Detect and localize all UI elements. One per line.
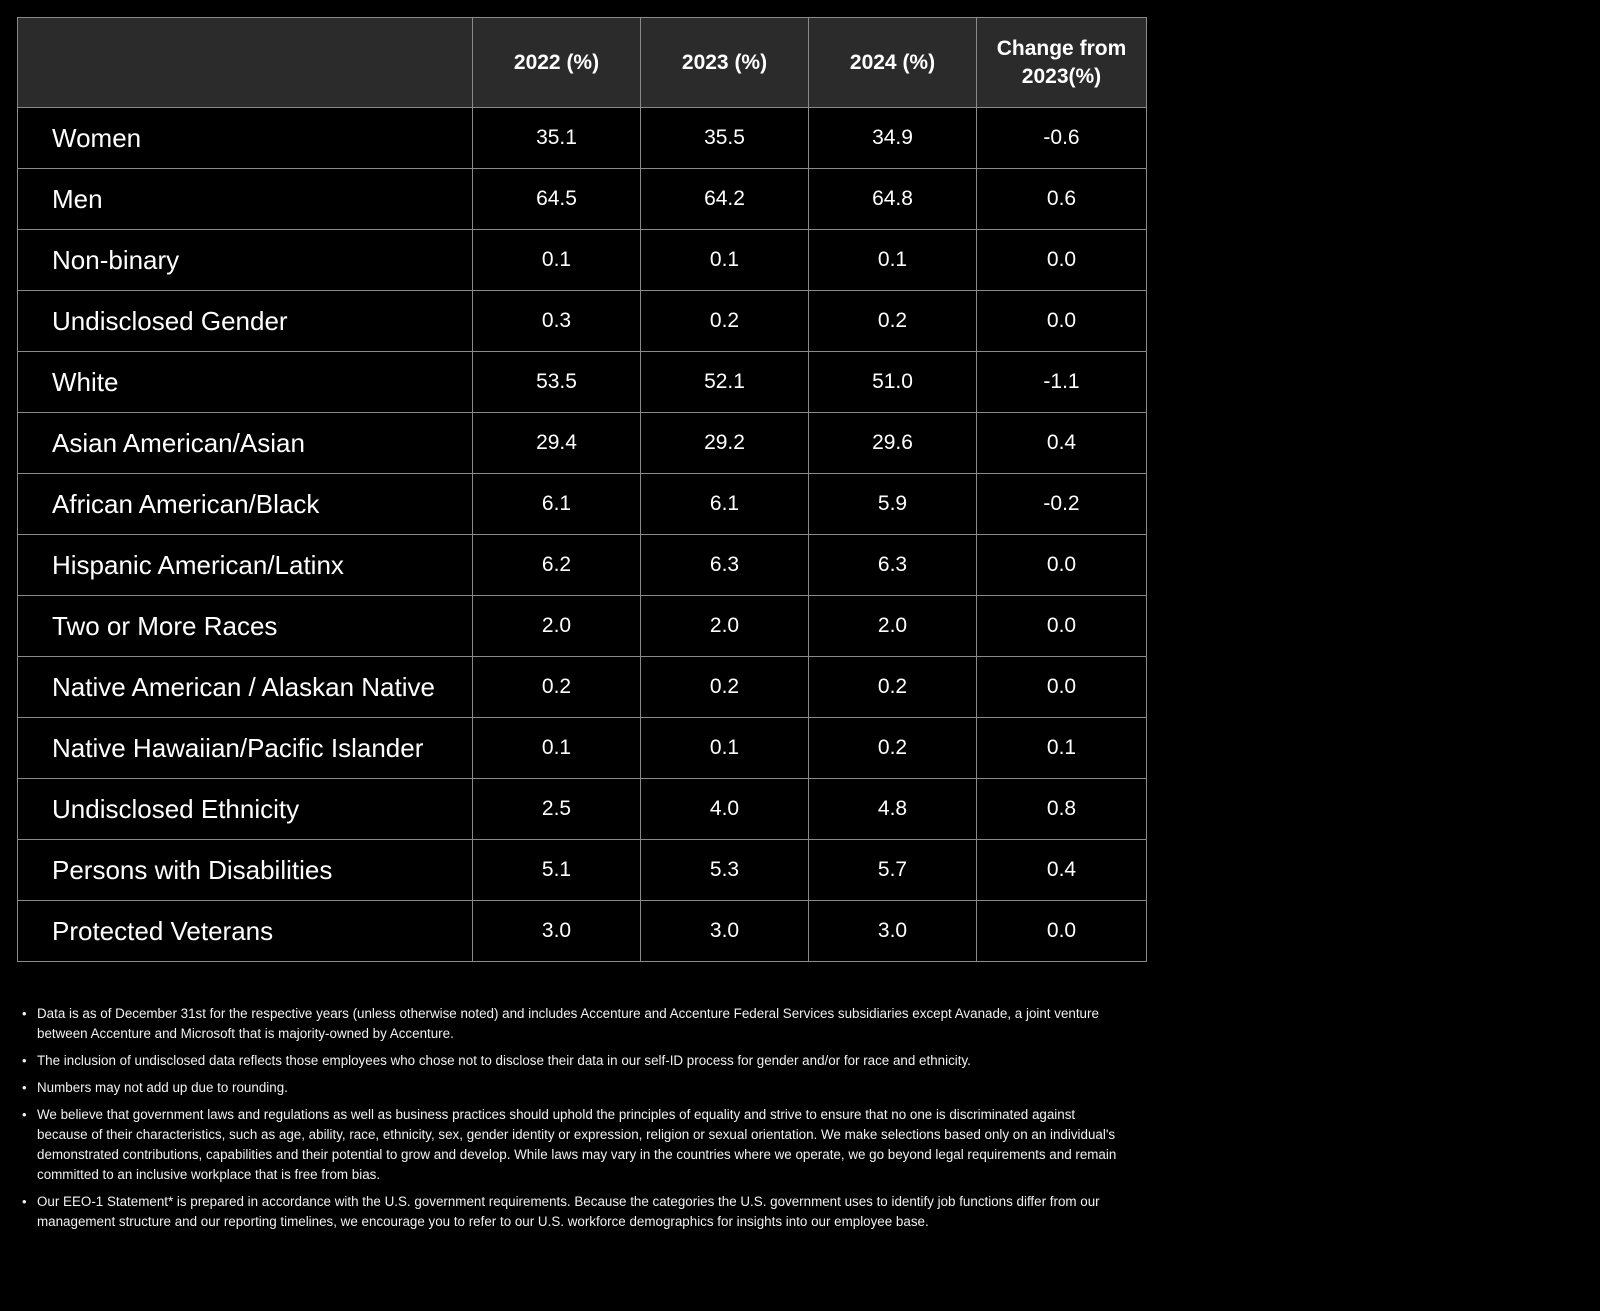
footnotes-list [20, 1004, 1120, 1239]
table-header [18, 18, 1147, 108]
cell-2022: 2.0 [473, 596, 641, 657]
cell-2022: 0.1 [473, 718, 641, 779]
header-cell-2023: 2023 (%) [641, 18, 809, 108]
table-row [18, 352, 1147, 413]
cell-change: 0.4 [977, 840, 1147, 901]
footnote-text: Data is as of December 31st for the respective years (unless otherwise noted) and includes Accenture and Accenture Federal Services subsidiaries except Avanade, a joint venture between Accenture and Microsoft that is majority-owned by Accenture. [37, 1006, 1099, 1041]
cell-change: 0.0 [977, 657, 1147, 718]
cell-2024: 6.3 [809, 535, 977, 596]
header-row [18, 18, 1147, 108]
cell-change: 0.0 [977, 901, 1147, 962]
footnote-item [20, 1051, 1120, 1071]
row-label: Hispanic American/Latinx [18, 535, 473, 596]
cell-2023: 64.2 [641, 169, 809, 230]
cell-2022: 6.1 [473, 474, 641, 535]
cell-2023: 29.2 [641, 413, 809, 474]
cell-2022: 6.2 [473, 535, 641, 596]
cell-change: -0.2 [977, 474, 1147, 535]
row-label: Protected Veterans [18, 901, 473, 962]
table-row [18, 901, 1147, 962]
cell-2022: 29.4 [473, 413, 641, 474]
cell-change: 0.0 [977, 596, 1147, 657]
cell-2023: 0.2 [641, 657, 809, 718]
cell-2022: 0.2 [473, 657, 641, 718]
cell-2024: 4.8 [809, 779, 977, 840]
table-row [18, 169, 1147, 230]
cell-2024: 0.1 [809, 230, 977, 291]
cell-change: -1.1 [977, 352, 1147, 413]
row-label: Persons with Disabilities [18, 840, 473, 901]
bullet-icon: • [22, 1080, 27, 1095]
row-label: Non-binary [18, 230, 473, 291]
demographics-table [17, 17, 1147, 962]
cell-2022: 5.1 [473, 840, 641, 901]
cell-change: 0.0 [977, 230, 1147, 291]
cell-2024: 64.8 [809, 169, 977, 230]
row-label: African American/Black [18, 474, 473, 535]
footnote-text: Numbers may not add up due to rounding. [37, 1080, 288, 1095]
table-row [18, 535, 1147, 596]
cell-change: 0.1 [977, 718, 1147, 779]
cell-2023: 0.1 [641, 230, 809, 291]
cell-2023: 3.0 [641, 901, 809, 962]
cell-2024: 3.0 [809, 901, 977, 962]
cell-2024: 34.9 [809, 108, 977, 169]
cell-2023: 6.1 [641, 474, 809, 535]
cell-2023: 0.1 [641, 718, 809, 779]
bullet-icon: • [22, 1107, 27, 1122]
cell-2023: 52.1 [641, 352, 809, 413]
cell-2023: 4.0 [641, 779, 809, 840]
cell-2023: 5.3 [641, 840, 809, 901]
footnote-text: The inclusion of undisclosed data reflects those employees who chose not to disclose their data in our self-ID process for gender and/or for race and ethnicity. [37, 1053, 971, 1068]
cell-2024: 5.7 [809, 840, 977, 901]
table-row [18, 657, 1147, 718]
cell-change: 0.6 [977, 169, 1147, 230]
footnote-text: We believe that government laws and regulations as well as business practices should uphold the principles of equality and strive to ensure that no one is discriminated against because of their characteristics, such as age, ability, race, ethnicity, sex, gender identity or expression, religion or sexual orientation. We make selections based only on an individual's demonstrated contributions, capabilities and their potential to grow and develop. While laws may vary in the countries where we operate, we go beyond legal requirements and remain committed to an inclusive workplace that is free from bias. [37, 1107, 1117, 1182]
row-label: Native American / Alaskan Native [18, 657, 473, 718]
header-cell-category [18, 18, 473, 108]
table-row [18, 230, 1147, 291]
cell-2022: 2.5 [473, 779, 641, 840]
table-row [18, 840, 1147, 901]
header-change-text: Change from 2023(%) [996, 36, 1127, 88]
cell-2022: 35.1 [473, 108, 641, 169]
table-row [18, 474, 1147, 535]
cell-2024: 5.9 [809, 474, 977, 535]
row-label: Two or More Races [18, 596, 473, 657]
footnote-item [20, 1078, 1120, 1098]
footnote-item [20, 1192, 1120, 1232]
row-label: Undisclosed Gender [18, 291, 473, 352]
bullet-icon: • [22, 1053, 27, 1068]
row-label: Women [18, 108, 473, 169]
cell-2024: 0.2 [809, 291, 977, 352]
table-row [18, 718, 1147, 779]
cell-2024: 0.2 [809, 718, 977, 779]
bullet-icon: • [22, 1194, 27, 1209]
row-label: Asian American/Asian [18, 413, 473, 474]
row-label: Undisclosed Ethnicity [18, 779, 473, 840]
cell-change: 0.8 [977, 779, 1147, 840]
footnote-item [20, 1105, 1120, 1185]
row-label: White [18, 352, 473, 413]
table-row [18, 108, 1147, 169]
cell-2024: 2.0 [809, 596, 977, 657]
table-row [18, 596, 1147, 657]
cell-change: 0.4 [977, 413, 1147, 474]
cell-2024: 29.6 [809, 413, 977, 474]
table-row [18, 779, 1147, 840]
table-body [18, 108, 1147, 962]
cell-change: 0.0 [977, 291, 1147, 352]
cell-2023: 2.0 [641, 596, 809, 657]
cell-2022: 0.3 [473, 291, 641, 352]
cell-2024: 0.2 [809, 657, 977, 718]
row-label: Native Hawaiian/Pacific Islander [18, 718, 473, 779]
cell-2023: 0.2 [641, 291, 809, 352]
cell-2024: 51.0 [809, 352, 977, 413]
footnote-item [20, 1004, 1120, 1044]
footnote-text: Our EEO-1 Statement* is prepared in accordance with the U.S. government requirements. Because the categories the U.S. government uses to identify job functions differ from our management structure and our reporting timelines, we encourage you to refer to our U.S. workforce demographics for insights into our employee base. [37, 1194, 1100, 1229]
cell-2022: 3.0 [473, 901, 641, 962]
cell-2023: 35.5 [641, 108, 809, 169]
row-label: Men [18, 169, 473, 230]
header-cell-change [977, 18, 1147, 108]
cell-2022: 53.5 [473, 352, 641, 413]
cell-change: -0.6 [977, 108, 1147, 169]
table-row [18, 413, 1147, 474]
header-cell-2022: 2022 (%) [473, 18, 641, 108]
cell-2022: 0.1 [473, 230, 641, 291]
table-row [18, 291, 1147, 352]
cell-2022: 64.5 [473, 169, 641, 230]
cell-2023: 6.3 [641, 535, 809, 596]
bullet-icon: • [22, 1006, 27, 1021]
header-cell-2024: 2024 (%) [809, 18, 977, 108]
cell-change: 0.0 [977, 535, 1147, 596]
